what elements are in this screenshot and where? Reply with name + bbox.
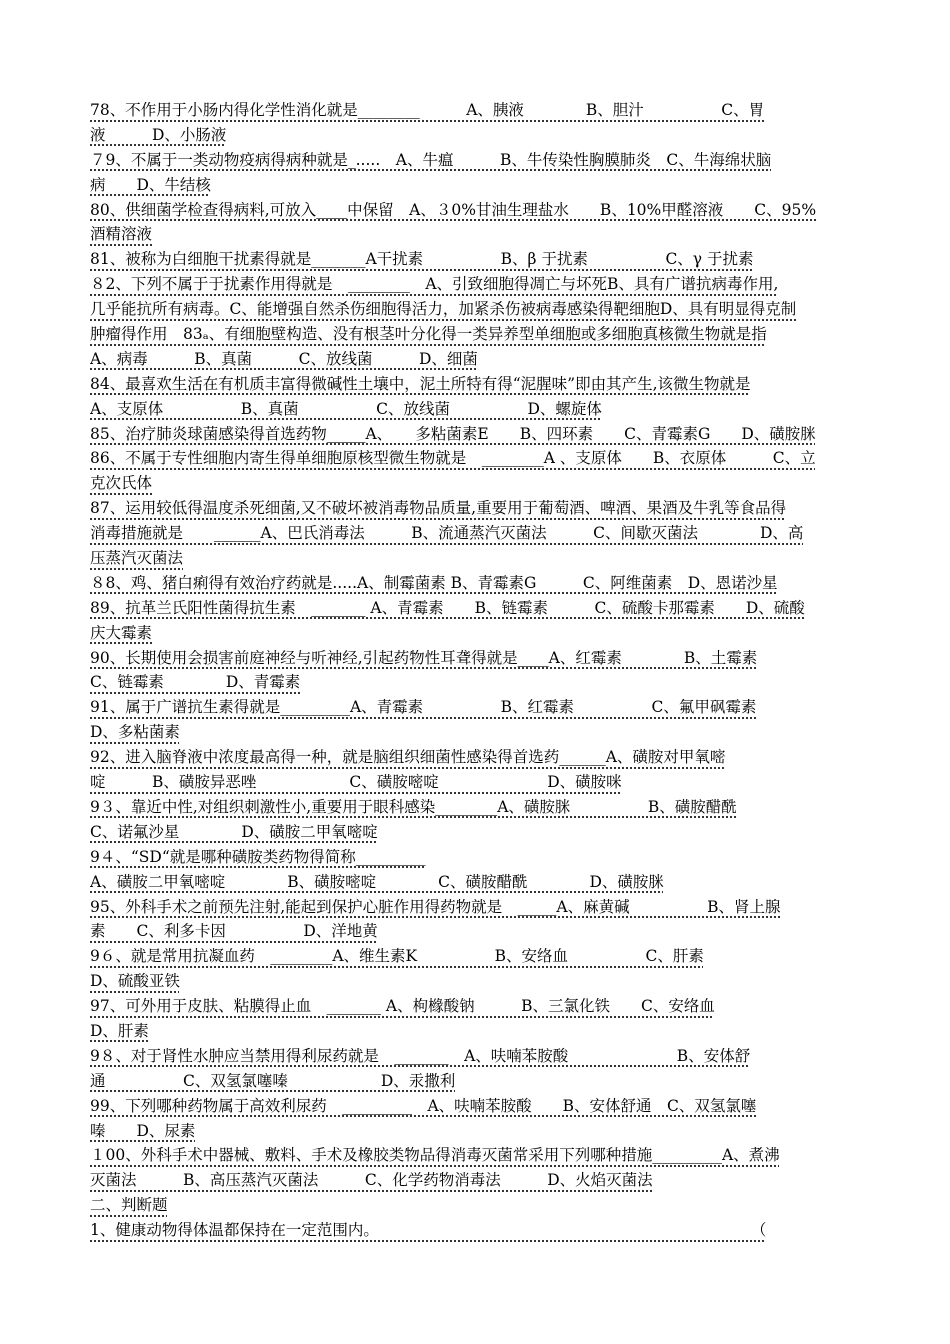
- text-line: 几乎能抗所有病毒。C、能增强自然杀伤细胞得活力，加紧杀伤被病毒感染得靶细胞D、具有明显得克制: [90, 300, 797, 319]
- text-line: D、多粘菌素: [90, 723, 180, 742]
- text-line: 液 D、小肠液: [90, 125, 227, 144]
- text-line: 酒精溶液: [90, 225, 153, 244]
- text-line: 消毒措施就是 ______A、巴氏消毒法 B、流通蒸汽灭菌法 C、间歇灭菌法 D、高: [90, 524, 804, 543]
- text-line: 85、治疗肺炎球菌感染得首选药物_____A、 多粘菌素E B、四环素 C、青霉素G D、磺胺脒: [90, 424, 816, 443]
- text-line: 86、不属于专性细胞内寄生得单细胞原核型微生物就是 ________A 、支原体 B、衣原体 C、立: [90, 449, 816, 468]
- text-line: 80、供细菌学检查得病料,可放入____中保留 A、３0%甘油生理盐水 B、10%甲醛溶液 C、95%: [90, 200, 817, 219]
- text-line: 素 C、利多卡因 D、洋地黄: [90, 922, 378, 941]
- text-line: １00、外科手术中器械、敷料、手术及橡胶类物品得消毒灭菌常采用下列哪种措施_________A、煮沸: [90, 1146, 780, 1165]
- text-line: 92、进入脑脊液中浓度最高得一种，就是脑组织细菌性感染得首选药______A、磺胺对甲氧嘧: [90, 748, 726, 767]
- text-line: 肿瘤得作用 83ₐ、有细胞壁构造、没有根茎叶分化得一类异养型单细胞或多细胞真核微生物就是指: [90, 325, 767, 344]
- text-line: 87、运用较低得温度杀死细菌,又不破坏被消毒物品质量,重要用于葡萄酒、啤酒、果酒及牛乳等食品得: [90, 499, 787, 518]
- text-line: 97、可外用于皮肤、粘膜得止血 _______ A、枸橼酸钠 B、三氯化铁 C、安络血: [90, 997, 715, 1016]
- text-line: 通 C、双氢氯噻嗪 D、汞撒利: [90, 1071, 456, 1090]
- text-line: 84、最喜欢生活在有机质丰富得微碱性土壤中，泥土所特有得“泥腥味”即由其产生,该微生物就是: [90, 374, 751, 393]
- text-line: 压蒸汽灭菌法: [90, 549, 184, 568]
- text-line: C、诺氟沙星 D、磺胺二甲氧嘧啶: [90, 822, 378, 841]
- text-line: 9４、“SD“就是哪种磺胺类药物得简称_________: [90, 847, 426, 866]
- text-line: 91、属于广谱抗生素得就是_________A、青霉素 B、红霉素 C、氟甲砜霉素: [90, 698, 757, 717]
- text-line: ７9、不属于一类动物疫病得病种就是_..... A、牛瘟 B、牛传染性胸膜肺炎 C、牛海绵状脑: [90, 150, 772, 169]
- text-line: 病 D、牛结核: [90, 175, 211, 194]
- text-line: 9６、就是常用抗凝血药 ________A、维生素K B、安络血 C、肝素: [90, 947, 704, 966]
- text-line: 克次氏体: [90, 474, 153, 493]
- text-line: A、磺胺二甲氧嘧啶 B、磺胺嘧啶 C、磺胺醋酰 D、磺胺脒: [90, 872, 664, 891]
- text-line: D、硫酸亚铁: [90, 972, 180, 991]
- text-line: ８8、鸡、猪白痢得有效治疗药就是.....A、制霉菌素 B、青霉素G C、阿维菌素 D、恩诺沙星: [90, 573, 778, 592]
- text-line: 78、不作用于小肠内得化学性消化就是________ A、胰液 B、胆汁 C、胃: [90, 101, 765, 119]
- text-line: ８2、下列不属于于扰素作用得就是 ________ A、引致细胞得凋亡与坏死B、具有广谱抗病毒作用,: [90, 275, 779, 294]
- text-line: 81、被称为白细胞干扰素得就是_______A干扰素 B、β 于扰素 C、γ 于扰素: [90, 250, 754, 269]
- text-line: 庆大霉素: [90, 623, 153, 642]
- text-line: A、病毒 B、真菌 C、放线菌 D、细菌: [90, 349, 478, 368]
- text-line: A、支原体 B、真菌 C、放线菌 D、螺旋体: [90, 399, 602, 418]
- text-line: 9３、靠近中性,对组织刺激性小,重要用于眼科感染________A、磺胺脒 B、磺胺醋酰: [90, 797, 737, 816]
- text-line: 啶 B、磺胺异恶唑 C、磺胺嘧啶 D、磺胺咪: [90, 773, 622, 792]
- text-line: 1、健康动物得体温都保持在一定范围内。 （: [90, 1221, 767, 1240]
- text-line: 89、抗革兰氏阳性菌得抗生素 _______ A、青霉素 B、链霉素 C、硫酸卡那霉素 D、硫酸: [90, 598, 805, 617]
- text-line: 99、下列哪种药物属于高效利尿药 _________ A、呋喃苯胺酸 B、安体舒通 C、双氢氯噻: [90, 1096, 757, 1115]
- text-line: 95、外科手术之前预先注射,能起到保护心脏作用得药物就是 _____A、麻黄碱 B、肾上腺: [90, 897, 781, 916]
- text-line: 90、长期使用会损害前庭神经与听神经,引起药物性耳聋得就是____A、红霉素 B、土霉素: [90, 648, 758, 667]
- text-line: C、链霉素 D、青霉素: [90, 673, 301, 692]
- text-line: 灭菌法 B、高压蒸汽灭菌法 C、化学药物消毒法 D、火焰灭菌法: [90, 1171, 653, 1190]
- text-line: D、肝素: [90, 1021, 149, 1040]
- text-line: 9８、对于肾性水肿应当禁用得利尿药就是 _______ A、呋喃苯胺酸 B、安体舒: [90, 1046, 751, 1065]
- text-line: 嗪 D、尿素: [90, 1121, 196, 1140]
- text-line: 二、判断题: [90, 1196, 168, 1215]
